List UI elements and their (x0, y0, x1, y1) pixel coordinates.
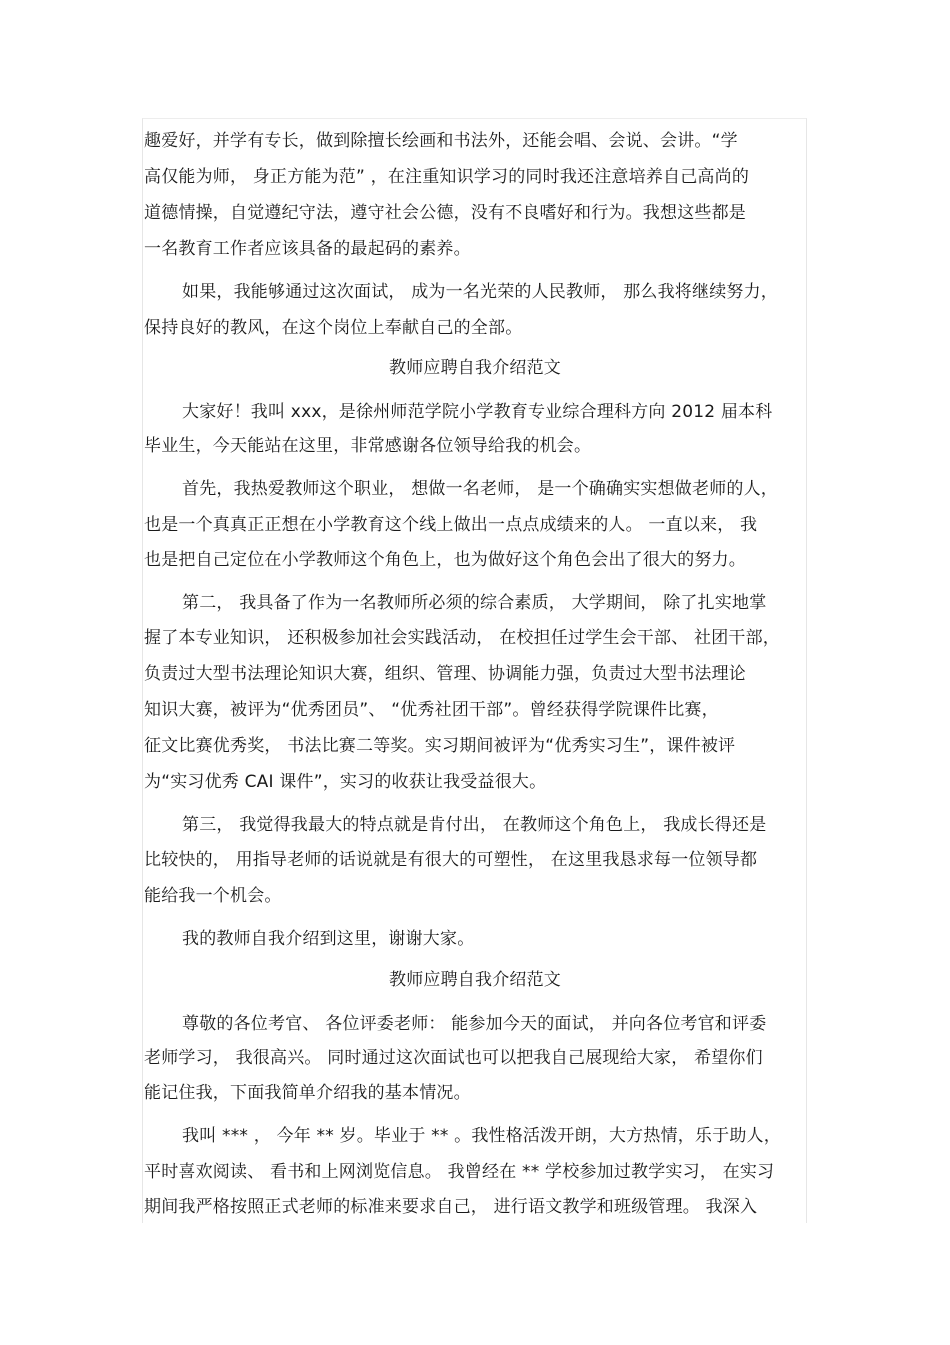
text-line: 道德情操，自觉遵纪守法，遵守社会公德，没有不良嗜好和行为。我想这些都是 (144, 203, 746, 223)
text-line: 尊敬的各位考官、 各位评委老师： 能参加今天的面试， 并向各位考官和评委 (182, 1014, 767, 1034)
text-line: 一名教育工作者应该具备的最起码的素养。 (144, 239, 471, 259)
text-line: 为“实习优秀 CAI 课件”，实习的收获让我受益很大。 (144, 772, 547, 792)
section-heading: 教师应聘自我介绍范文 (389, 970, 561, 990)
text-line: 期间我严格按照正式老师的标准来要求自己， 进行语文教学和班级管理。 我深入 (144, 1197, 758, 1217)
text-line: 也是一个真真正正想在小学教育这个线上做出一点点成绩来的人。 一直以来， 我 (144, 515, 758, 535)
text-line: 能给我一个机会。 (144, 886, 282, 906)
text-line: 第三， 我觉得我最大的特点就是肯付出， 在教师这个角色上， 我成长得还是 (182, 815, 767, 835)
text-line: 我的教师自我介绍到这里，谢谢大家。 (182, 929, 475, 949)
text-line: 比较快的， 用指导老师的话说就是有很大的可塑性， 在这里我恳求每一位领导都 (144, 850, 758, 870)
text-line: 如果，我能够通过这次面试， 成为一名光荣的人民教师， 那么我将继续努力， (182, 282, 779, 302)
text-line: 平时喜欢阅读、 看书和上网浏览信息。 我曾经在 ** 学校参加过教学实习， 在实习 (144, 1162, 775, 1182)
text-line: 趣爱好，并学有专长，做到除擅长绘画和书法外，还能会唱、会说、会讲。“学 (144, 131, 738, 151)
text-line: 负责过大型书法理论知识大赛，组织、管理、协调能力强，负责过大型书法理论 (144, 664, 746, 684)
text-line: 第二， 我具备了作为一名教师所必须的综合素质， 大学期间， 除了扎实地掌 (182, 593, 767, 613)
text-line: 保持良好的教风，在这个岗位上奉献自己的全部。 (144, 318, 523, 338)
text-line: 征文比赛优秀奖， 书法比赛二等奖。实习期间被评为“优秀实习生”，课件被评 (144, 736, 736, 756)
text-line: 也是把自己定位在小学教师这个角色上，也为做好这个角色会出了很大的努力。 (144, 550, 746, 570)
text-line: 老师学习， 我很高兴。 同时通过这次面试也可以把我自己展现给大家， 希望你们 (144, 1048, 763, 1068)
text-line: 握了本专业知识， 还积极参加社会实践活动， 在校担任过学生会干部、 社团干部， (144, 628, 781, 648)
text-line: 大家好！我叫 xxx，是徐州师范学院小学教育专业综合理科方向 2012 届本科 (182, 402, 773, 422)
text-line: 我叫 *** ， 今年 ** 岁。毕业于 ** 。我性格活泼开朗，大方热情，乐于助人， (182, 1126, 781, 1146)
section-heading: 教师应聘自我介绍范文 (389, 358, 561, 378)
text-line: 首先，我热爱教师这个职业， 想做一名老师， 是一个确确实实想做老师的人， (182, 479, 779, 499)
text-line: 高仅能为师， 身正方能为范” ，在注重知识学习的同时我还注意培养自己高尚的 (144, 167, 750, 187)
text-line: 能记住我，下面我简单介绍我的基本情况。 (144, 1083, 471, 1103)
text-line: 知识大赛，被评为“优秀团员”、 “优秀社团干部”。曾经获得学院课件比赛， (144, 700, 719, 720)
text-line: 毕业生，今天能站在这里，非常感谢各位领导给我的机会。 (144, 436, 592, 456)
